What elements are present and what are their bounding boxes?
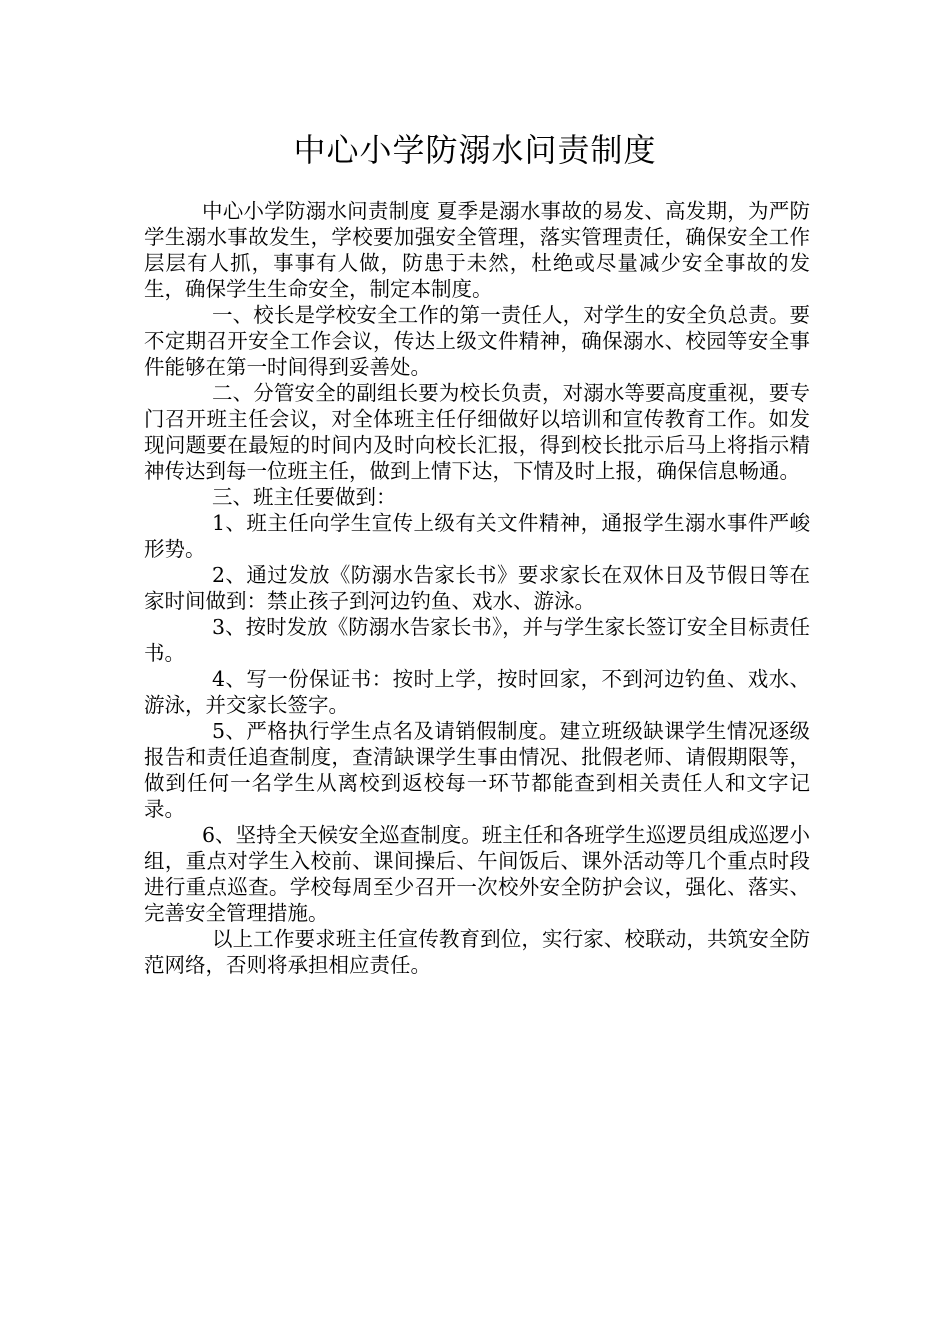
closing-paragraph: 以上工作要求班主任宣传教育到位，实行家、校联动，共筑安全防范网络，否则将承担相应责任。: [144, 927, 810, 977]
item-5-paragraph: 5、严格执行学生点名及请销假制度。建立班级缺课学生情况逐级报告和责任追查制度，查清缺课学生事由情况、批假老师、请假期限等，做到任何一名学生从离校到返校每一环节都能查到相关责任人和文字记录。: [144, 719, 810, 821]
item-1-paragraph: 1、班主任向学生宣传上级有关文件精神，通报学生溺水事件严峻形势。: [144, 511, 810, 561]
item-2-paragraph: 2、通过发放《防溺水告家长书》要求家长在双休日及节假日等在家时间做到：禁止孩子到河边钓鱼、戏水、游泳。: [144, 563, 810, 613]
item-6-paragraph: 6、坚持全天候安全巡查制度。班主任和各班学生巡逻员组成巡逻小组，重点对学生入校前、课间操后、午间饭后、课外活动等几个重点时段进行重点巡查。学校每周至少召开一次校外安全防护会议，强化、落实、完善安全管理措施。: [144, 823, 810, 925]
document-body: [144, 198, 810, 978]
document-title: 中心小学防溺水问责制度: [293, 131, 657, 169]
clause-1-paragraph: 一、校长是学校安全工作的第一责任人，对学生的安全负总责。要不定期召开安全工作会议，传达上级文件精神，确保溺水、校园等安全事件能够在第一时间得到妥善处。: [144, 303, 810, 379]
clause-3-heading: 三、班主任要做到：: [212, 485, 397, 509]
intro-paragraph: 中心小学防溺水问责制度 夏季是溺水事故的易发、高发期，为严防学生溺水事故发生，学校要加强安全管理，落实管理责任，确保安全工作层层有人抓，事事有人做，防患于未然，杜绝或尽量减少安全事故的发生，确保学生生命安全，制定本制度。: [144, 199, 810, 301]
item-4-paragraph: 4、写一份保证书：按时上学，按时回家，不到河边钓鱼、戏水、游泳，并交家长签字。: [144, 667, 810, 717]
clause-2-paragraph: 二、分管安全的副组长要为校长负责，对溺水等要高度重视，要专门召开班主任会议，对全体班主任仔细做好以培训和宣传教育工作。如发现问题要在最短的时间内及时向校长汇报，得到校长批示后马上将指示精神传达到每一位班主任，做到上情下达，下情及时上报，确保信息畅通。: [144, 381, 810, 483]
item-3-paragraph: 3、按时发放《防溺水告家长书》，并与学生家长签订安全目标责任书。: [144, 615, 810, 665]
